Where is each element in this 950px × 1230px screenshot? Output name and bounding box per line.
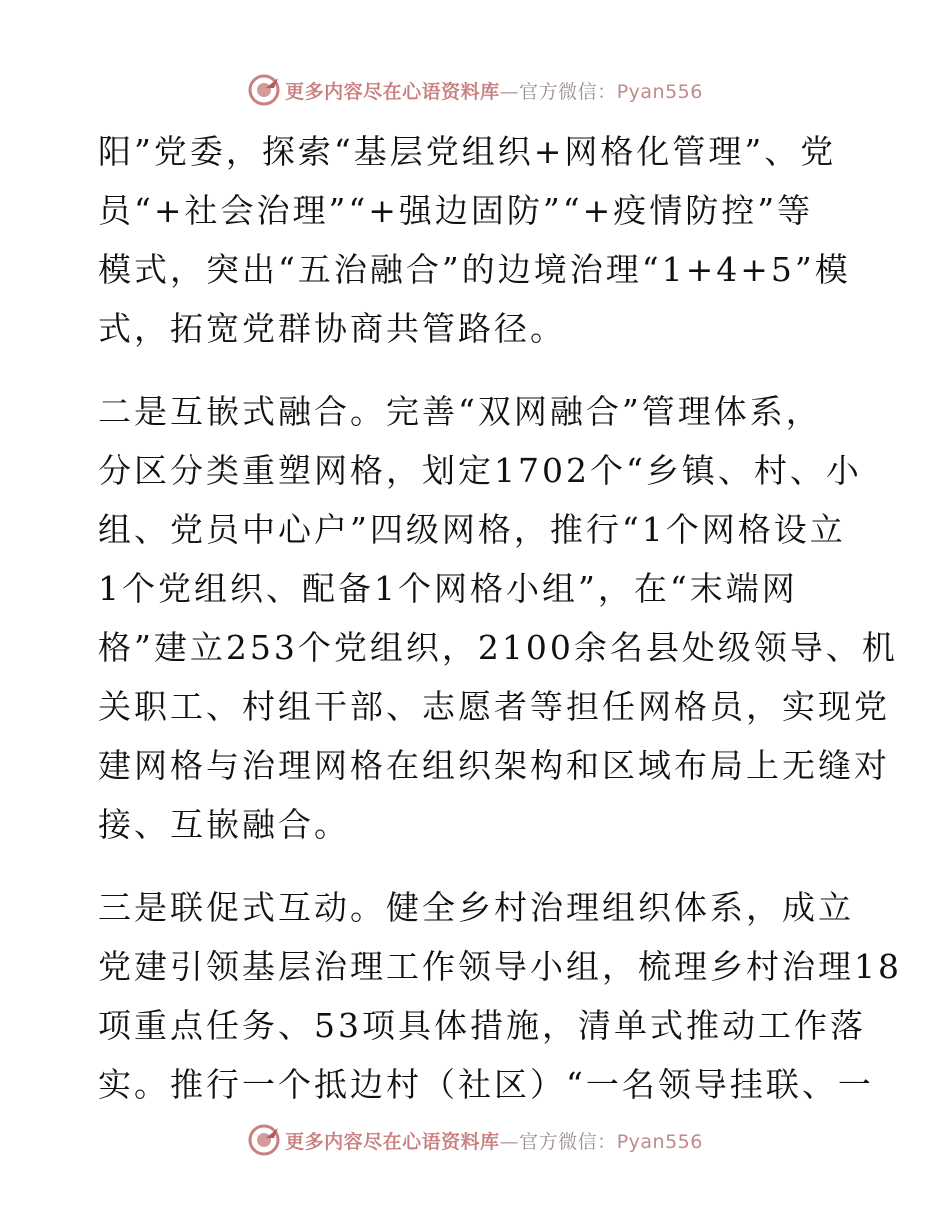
footer-watermark <box>0 1120 950 1160</box>
text-line: 阳”党委，探索“基层党组织+网格化管理”、党 <box>98 132 837 171</box>
text-line: 式，拓宽党群协商共管路径。 <box>98 309 566 348</box>
watermark-label: 官方微信： <box>519 1130 617 1153</box>
document-body <box>98 122 902 1114</box>
brand-logo-icon <box>247 1123 281 1157</box>
text-line: 组、党员中心户”四级网格，推行“1个网格设立 <box>98 510 846 549</box>
watermark-text <box>285 1127 703 1154</box>
brand-logo-icon <box>247 73 281 107</box>
watermark-brand: 更多内容尽在心语资料库 <box>285 80 500 103</box>
header-watermark <box>0 70 950 110</box>
text-line: 格”建立253个党组织，2100余名县处级领导、机 <box>98 628 898 667</box>
text-line: 分区分类重塑网格，划定1702个“乡镇、村、小 <box>98 451 862 490</box>
text-line: 关职工、村组干部、志愿者等担任网格员，实现党 <box>98 687 890 726</box>
text-line: 模式，突出“五治融合”的边境治理“1+4+5”模 <box>98 250 851 289</box>
text-line: 接、互嵌融合。 <box>98 805 350 844</box>
watermark-wechat-id: Pyan556 <box>616 80 703 103</box>
watermark-label: 官方微信： <box>519 80 617 103</box>
watermark-separator: — <box>499 80 520 103</box>
text-line: 二是互嵌式融合。完善“双网融合”管理体系， <box>98 392 822 431</box>
watermark-separator: — <box>499 1130 520 1153</box>
text-line: 1个党组织、配备1个网格小组”，在“末端网 <box>98 569 798 608</box>
text-line: 党建引领基层治理工作领导小组，梳理乡村治理18 <box>98 947 902 986</box>
text-line: 员“+社会治理”“+强边固防”“+疫情防控”等 <box>98 191 814 230</box>
text-line: 建网格与治理网格在组织架构和区域布局上无缝对 <box>98 746 890 785</box>
paragraph-1 <box>98 122 868 358</box>
paragraph-2 <box>98 382 898 854</box>
text-line: 项重点任务、53项具体措施，清单式推动工作落 <box>98 1006 866 1045</box>
text-line: 实。推行一个抵边村（社区）“一名领导挂联、一 <box>98 1065 874 1104</box>
paragraph-3 <box>98 878 902 1114</box>
text-line: 三是联促式互动。健全乡村治理组织体系，成立 <box>98 888 854 927</box>
watermark-wechat-id: Pyan556 <box>616 1130 703 1153</box>
watermark-text <box>285 77 703 104</box>
watermark-brand: 更多内容尽在心语资料库 <box>285 1130 500 1153</box>
